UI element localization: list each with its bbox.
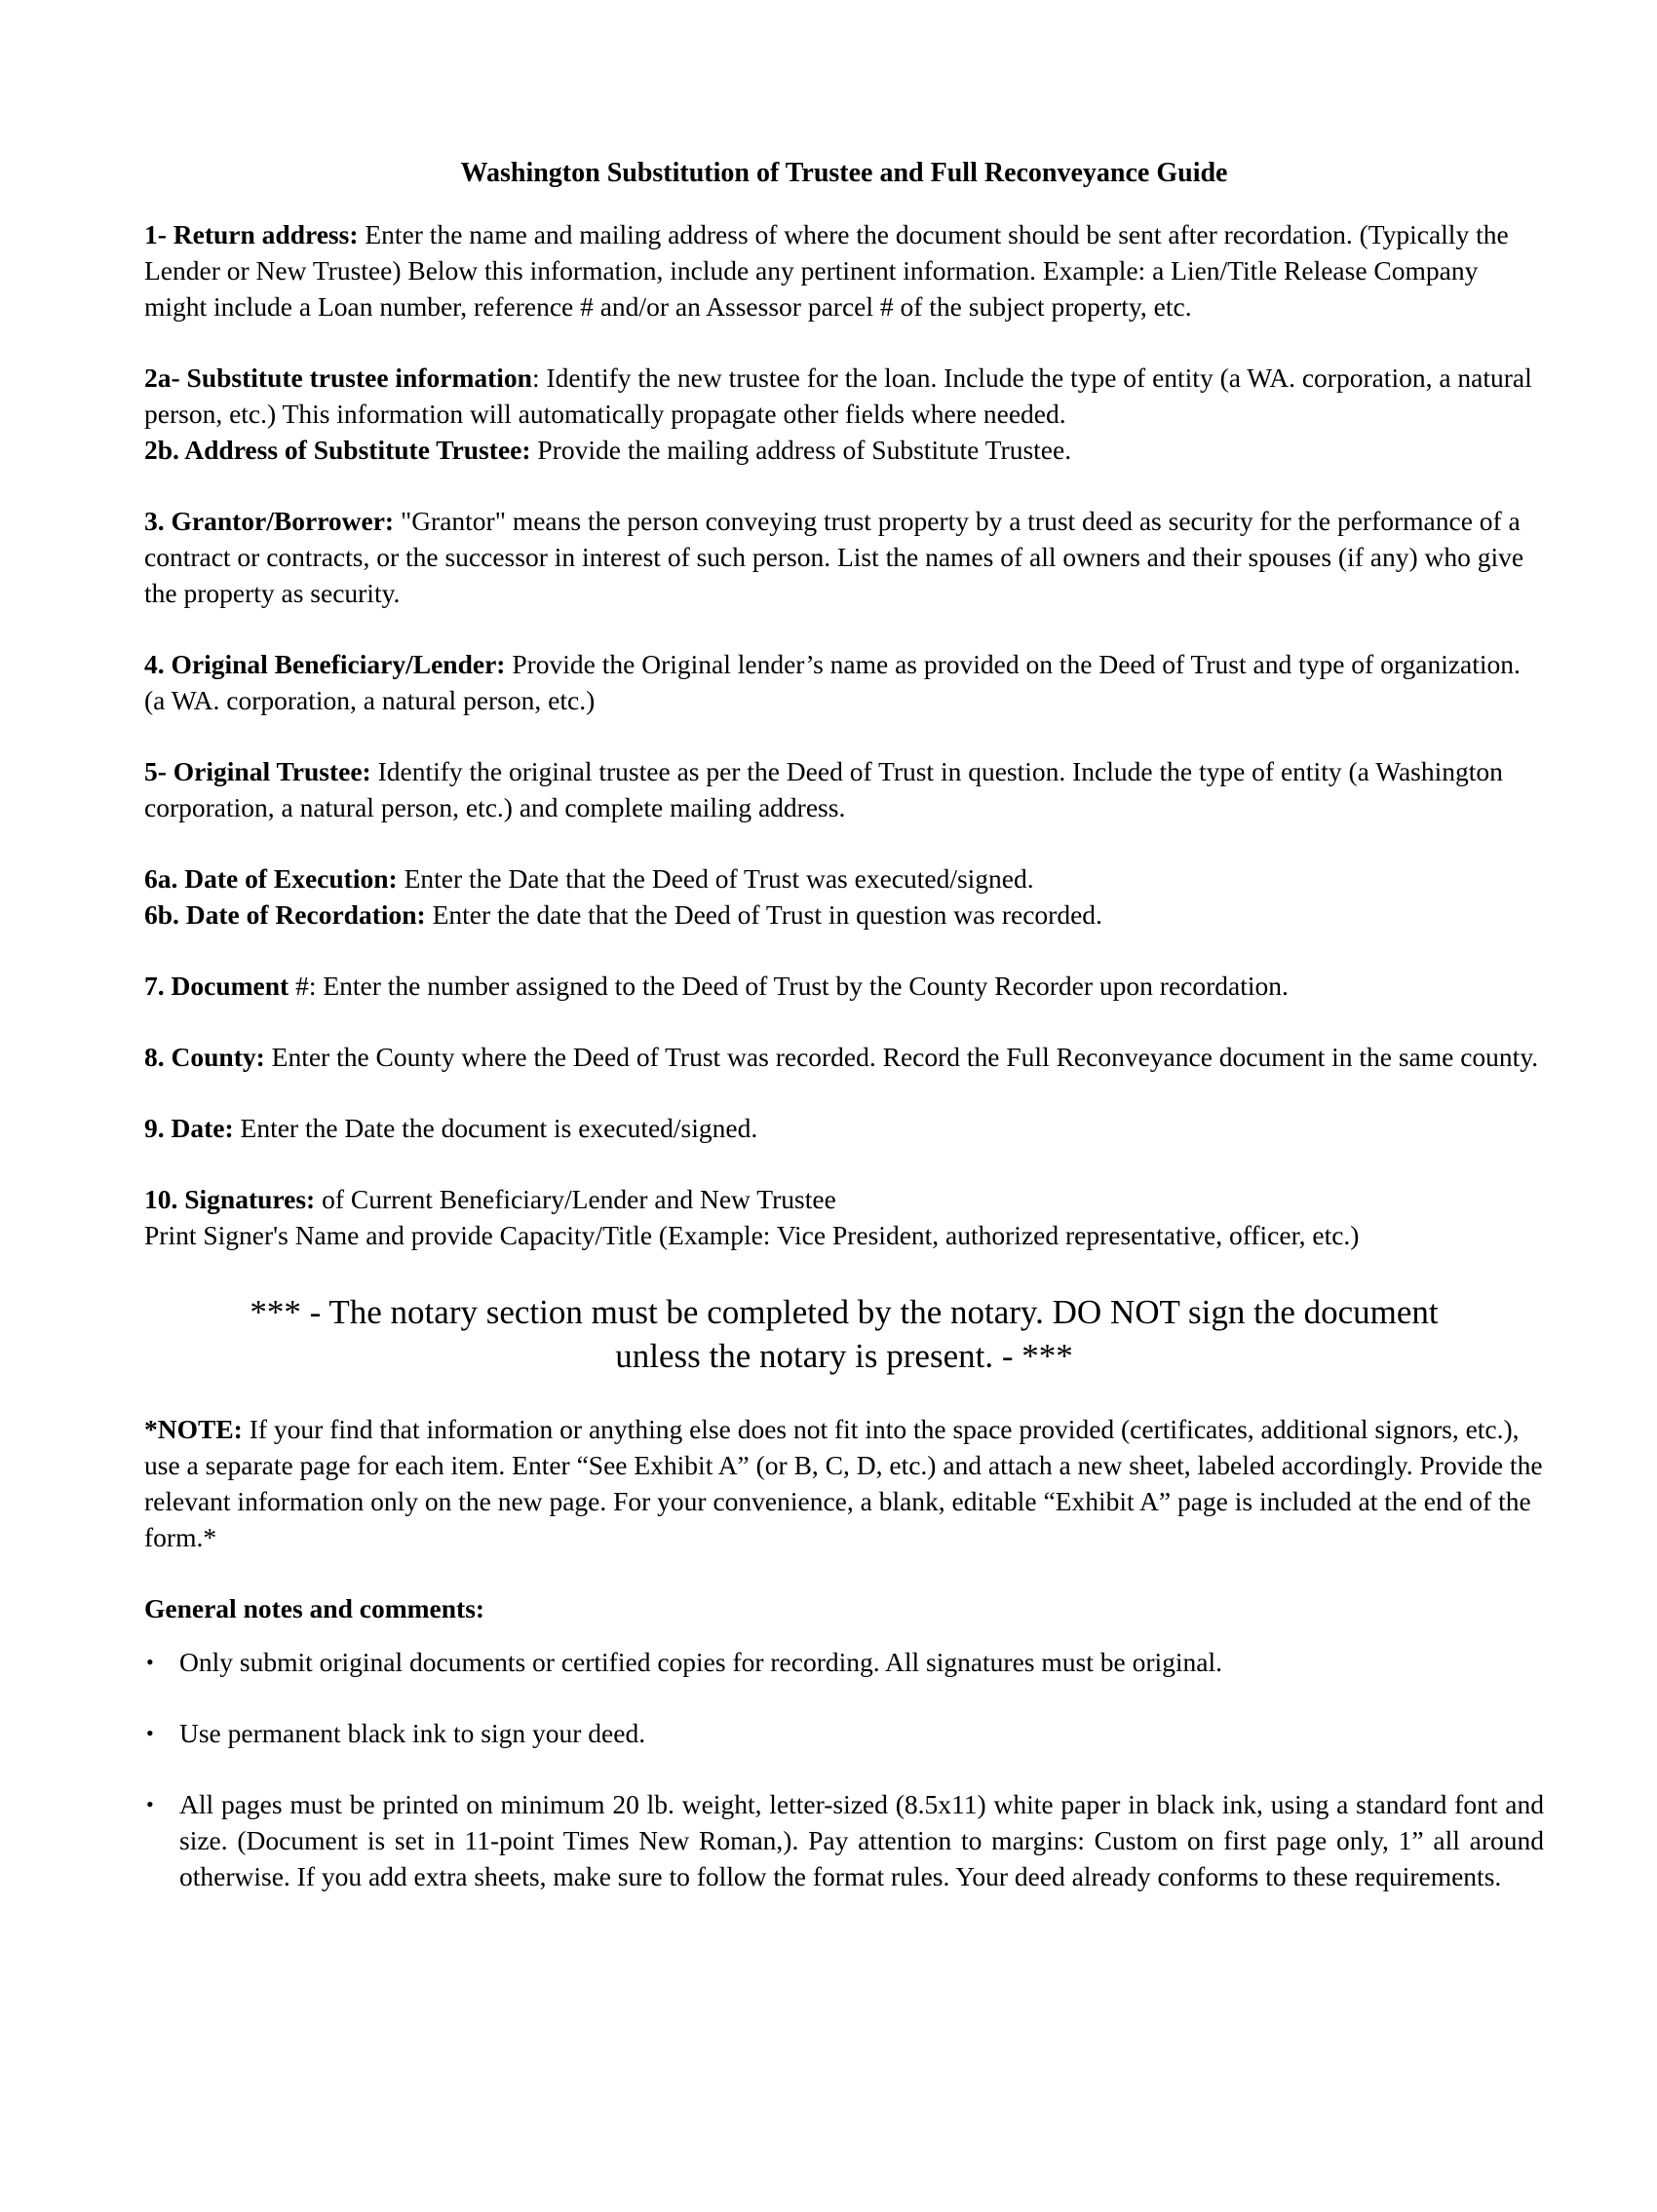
general-notes-list	[144, 1644, 1544, 1894]
item-date-of-execution	[144, 860, 1544, 896]
item-signatures	[144, 1181, 1544, 1253]
notary-warning-line-2: unless the notary is present. - ***	[615, 1337, 1073, 1375]
item-date	[144, 1110, 1544, 1146]
item-text: Enter the Date the document is executed/signed.	[233, 1113, 758, 1143]
list-item-text: Use permanent black ink to sign your deed.	[179, 1718, 646, 1748]
item-date-of-recordation	[144, 896, 1544, 933]
item-label: 2b. Address of Substitute Trustee:	[144, 435, 531, 465]
item-label: 8. County:	[144, 1042, 265, 1072]
item-document-number	[144, 968, 1544, 1004]
item-text: of Current Beneficiary/Lender and New Trustee	[315, 1184, 836, 1214]
item-text: Enter the name and mailing address of where the document should be sent after recordation. (Typically the Lender or New Trustee) Below this information, include any pertinent information. Example: a Lien/Title Release Company might include a Loan number, reference # and/or an Assessor parcel # of the subject property, etc.	[144, 219, 1509, 322]
item-return-address	[144, 216, 1544, 324]
item-label: 4. Original Beneficiary/Lender:	[144, 649, 506, 679]
item-label: 7. Document	[144, 971, 289, 1001]
item-text: Identify the original trustee as per the Deed of Trust in question. Include the type of entity (a Washington corporation, a natural person, etc.) and complete mailing address.	[144, 756, 1503, 822]
item-text: #: Enter the number assigned to the Deed of Trust by the County Recorder upon recordation.	[289, 971, 1289, 1001]
item-label: 9. Date:	[144, 1113, 234, 1143]
note-label: *NOTE:	[144, 1414, 243, 1444]
list-item	[144, 1644, 1544, 1680]
item-label: 5- Original Trustee:	[144, 756, 371, 786]
notary-warning-line-1: *** - The notary section must be completed by the notary. DO NOT sign the document	[250, 1293, 1439, 1331]
item-county	[144, 1039, 1544, 1075]
list-item-text: All pages must be printed on minimum 20 lb. weight, letter-sized (8.5x11) white paper in black ink, using a standard font and size. (Document is set in 11-point Times New Roman,). Pay attention to margins: Custom on first page only, 1” all around otherwise. If you add extra sheets, make sure to follow the format rules. Your deed already conforms to these requirements.	[179, 1789, 1544, 1891]
item-text: Enter the County where the Deed of Trust was recorded. Record the Full Reconveyance document in the same county.	[264, 1042, 1539, 1072]
item-substitute-trustee-address	[144, 432, 1544, 468]
item-extra-text: Print Signer's Name and provide Capacity/Title (Example: Vice President, authorized representative, officer, etc.)	[144, 1220, 1360, 1250]
item-label: 3. Grantor/Borrower:	[144, 506, 395, 536]
bullet-icon: •	[146, 1650, 154, 1674]
note-paragraph	[144, 1411, 1544, 1555]
item-label: 10. Signatures:	[144, 1184, 316, 1214]
document-title: Washington Substitution of Trustee and Full Reconveyance Guide	[460, 158, 1228, 188]
item-label: 1- Return address:	[144, 219, 359, 249]
bullet-icon: •	[146, 1721, 154, 1745]
item-label: 2a- Substitute trustee information	[144, 362, 532, 393]
bullet-icon: •	[146, 1792, 154, 1816]
item-substitute-trustee-info	[144, 360, 1544, 432]
note-text: If your find that information or anything else does not fit into the space provided (certificates, additional signors, etc.), use a separate page for each item. Enter “See Exhibit A” (or B, C, D, etc.) and attach a new sheet, labeled accordingly. Provide the relevant information only on the new page. For your convenience, a blank, editable “Exhibit A” page is included at the end of the form.*	[144, 1414, 1543, 1552]
item-text: Provide the mailing address of Substitute Trustee.	[530, 435, 1072, 465]
item-original-beneficiary	[144, 646, 1544, 718]
item-grantor-borrower	[144, 503, 1544, 611]
item-original-trustee	[144, 753, 1544, 825]
item-label: 6a. Date of Execution:	[144, 863, 398, 894]
item-text: Enter the Date that the Deed of Trust was executed/signed.	[397, 863, 1034, 894]
general-notes-heading: General notes and comments:	[144, 1593, 485, 1623]
item-text: : Identify the new trustee for the loan. Include the type of entity (a WA. corporation, a natural person, etc.) This information will automatically propagate other fields where needed.	[144, 362, 1532, 429]
notary-warning	[144, 1290, 1544, 1378]
item-label: 6b. Date of Recordation:	[144, 899, 426, 930]
item-text: Provide the Original lender’s name as provided on the Deed of Trust and type of organization. (a WA. corporation, a natural person, etc.)	[144, 649, 1521, 715]
item-text: "Grantor" means the person conveying trust property by a trust deed as security for the performance of a contract or contracts, or the successor in interest of such person. List the names of all owners and their spouses (if any) who give the property as security.	[144, 506, 1524, 608]
list-item	[144, 1786, 1544, 1894]
document-page	[144, 156, 1544, 1929]
item-text: Enter the date that the Deed of Trust in question was recorded.	[425, 899, 1102, 930]
list-item-text: Only submit original documents or certified copies for recording. All signatures must be original.	[179, 1647, 1222, 1677]
list-item	[144, 1715, 1544, 1751]
